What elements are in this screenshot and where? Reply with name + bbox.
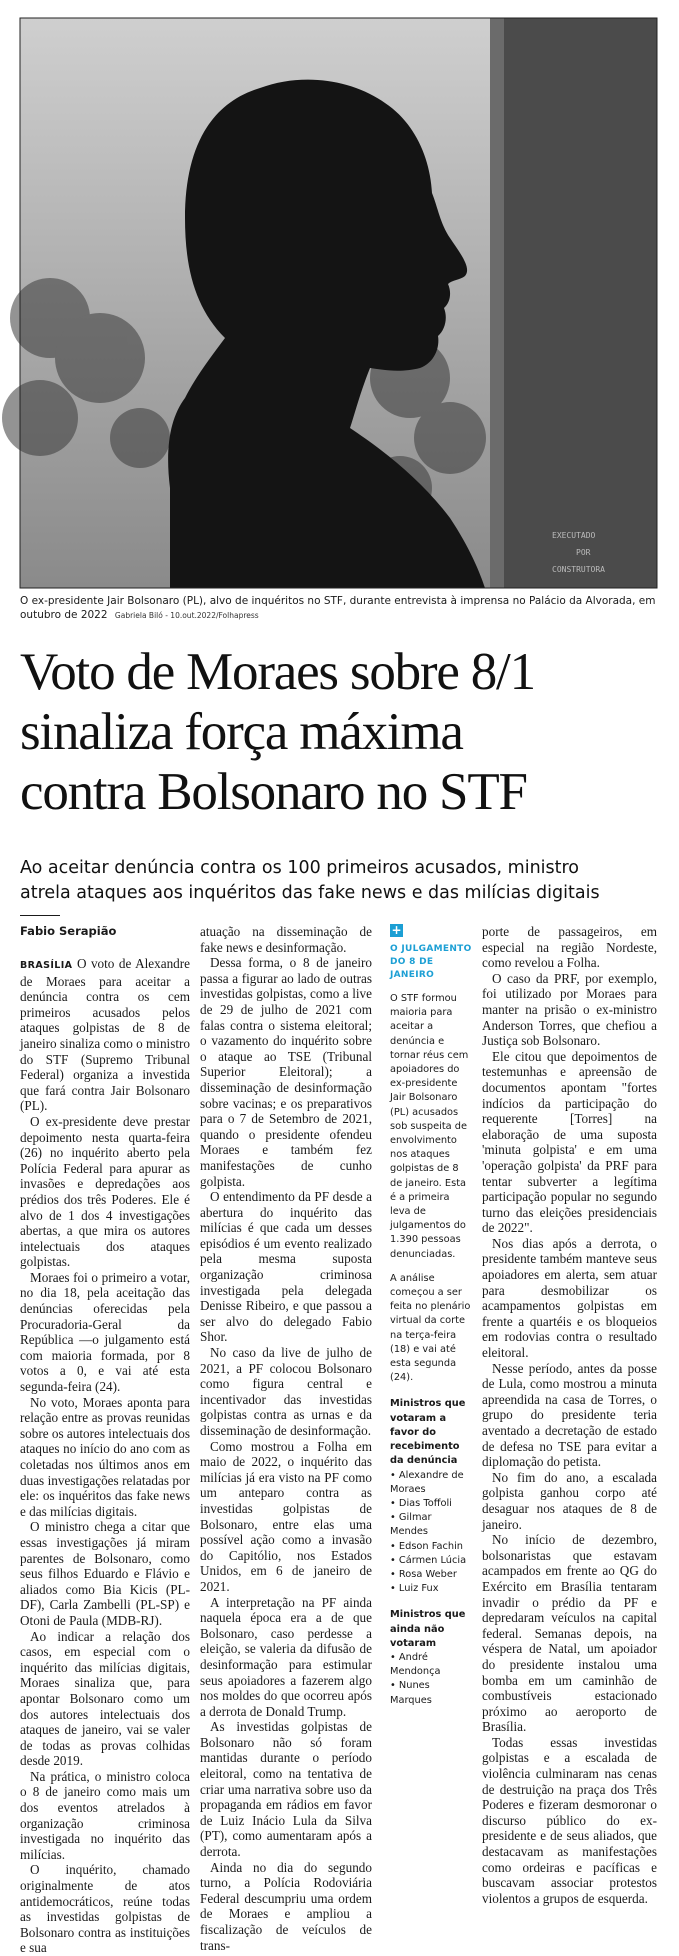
paragraph: Nos dias após a derrota, o presidente também manteve seus apoiadores em alerta, sem atuar para desmobilizar os acampamentos golpistas em frente a quartéis e os bloqueios em rodovias contra o resultado eleitoral. xyxy=(482,1235,657,1361)
list-item: • Nunes Marques xyxy=(390,1679,472,1707)
paragraph: Ao indicar a relação dos casos, em especial com o inquérito das milícias digitais, Moraes sinaliza que, para apontar Bolsonaro como um dos autores intelectuais dos ataques de janeiro, vai se valer de todas as provas colhidas desde 2019. xyxy=(20,1628,190,1769)
list-item: • Luiz Fux xyxy=(390,1582,472,1596)
subheadline-line-2: atrela ataques aos inquéritos das fake news e das milícias digitais xyxy=(20,883,600,903)
sidebar-paragraph-2: A análise começou a ser feita no plenário virtual da corte na terça-feira (18) e vai até esta segunda (24). xyxy=(390,1272,471,1384)
subheadline xyxy=(20,856,660,906)
article-column-1 xyxy=(20,956,191,1956)
article-column-3 xyxy=(482,924,657,1906)
sign-line-1: EXECUTADO xyxy=(552,531,596,540)
paragraph: No início de dezembro, bolsonaristas que estavam acampados em frente ao QG do Exército em Brasília tentaram invadir o prédio da PF e depredaram veículos na capital federal. Semanas depois, na véspera de Natal, um apoiador do presidente instalou uma bomba em um caminhão de combustíveis estacionado próximo ao aeroporto de Brasília. xyxy=(482,1532,657,1735)
pending-heading: Ministros que ainda não votaram xyxy=(390,1609,466,1649)
paragraph: No caso da live de julho de 2021, a PF colocou Bolsonaro como figura central e incentivador das investidas golpistas contra as urnas e da disseminação de desinformação. xyxy=(200,1345,372,1438)
pending-list xyxy=(390,1651,472,1708)
paragraph: porte de passageiros, em especial na região Nordeste, como revelou a Folha. xyxy=(482,924,657,971)
paragraph: BRASÍLIA O voto de Alexandre de Moraes para aceitar a denúncia contra os cem primeiros acusados pelos ataques golpistas de 8 de janeiro sinaliza como o ministro do STF (Supremo Tribunal Federal) organiza a investida que fará contra Jair Bolsonaro (PL). xyxy=(20,956,191,1114)
voted-list xyxy=(390,1469,472,1597)
paragraph: O entendimento da PF desde a abertura do inquérito das milícias é que cada um desses episódios é um evento realizado pela mesma suposta organização criminosa investigada pela delegada Denisse Ribeiro, e que passou a ser alvo do delegado Fabio Shor. xyxy=(200,1189,372,1345)
article-column-2 xyxy=(200,924,372,1953)
headline xyxy=(20,642,660,822)
plus-icon: + xyxy=(391,923,402,937)
byline-rule xyxy=(20,915,60,916)
headline-line-1: Voto de Moraes sobre 8/1 xyxy=(20,643,535,701)
caption-text: O ex-presidente Jair Bolsonaro (PL), alvo de inquéritos no STF, durante entrevista à imprensa no Palácio da Alvorada, em outubro de 2022 xyxy=(20,595,656,621)
paragraph: As investidas golpistas de Bolsonaro não só foram mantidas durante o período eleitoral, como na tentativa de criar uma narrativa sobre uso da propaganda em rádios em favor de Luiz Inácio Lula da Silva (PT), como aumentaram após a derrota. xyxy=(200,1719,372,1860)
list-item: • Cármen Lúcia xyxy=(390,1554,472,1568)
paragraph: Todas essas investidas golpistas e a escalada de violência culminaram nas cenas de destruição na praça dos Três Poderes e fizeram desmoronar o discurso público do ex-presidente e de seus aliados, que destacavam as manifestações como ordeiras e pacíficas e buscavam associar protestos violentos a grupos de esquerda. xyxy=(482,1734,657,1906)
byline: Fabio Serapião xyxy=(20,924,117,938)
sidebar-paragraph-1: O STF formou maioria para aceitar a denúncia e tornar réus cem apoiadores do ex-presidente Jair Bolsonaro (PL) acusados sob suspeita de envolvimento nos ataques golpistas de 8 de janeiro. Esta é a primeira leva de julgamentos do 1.390 pessoas denunciadas. xyxy=(390,993,469,1260)
list-item: • Edson Fachin xyxy=(390,1540,472,1554)
paragraph: atuação na disseminação de fake news e desinformação. xyxy=(200,924,372,955)
subheadline-line-1: Ao aceitar denúncia contra os 100 primeiros acusados, ministro xyxy=(20,858,580,878)
paragraph: No fim do ano, a escalada golpista ganhou corpo até desaguar nos ataques de 8 de janeiro. xyxy=(482,1469,657,1532)
paragraph: Ainda no dia do segundo turno, a Polícia Rodoviária Federal descumpriu uma ordem de Moraes e ampliou a fiscalização de veículos de trans- xyxy=(200,1859,372,1953)
list-item: • Dias Toffoli xyxy=(390,1497,472,1511)
paragraph: O ex-presidente deve prestar depoimento nesta quarta-feira (26) no inquérito aberto pela Polícia Federal para apurar as invasões e depredações aos prédios dos três Poderes. Ele é alvo de 1 dos 4 investigações abertas, a que mira os autores intelectuais dos ataques golpistas. xyxy=(20,1113,190,1270)
list-item: • Gilmar Mendes xyxy=(390,1511,472,1539)
paragraph: No voto, Moraes aponta para relação entre as provas reunidas sobre os autores intelectuais dos ataques no início do ano com as coletadas nos últimos anos em duas investigações relatadas por ele: os inquéritos das fake news e das milícias digitais. xyxy=(20,1394,190,1519)
sign-line-2: POR xyxy=(576,548,591,557)
list-item: • Alexandre de Moraes xyxy=(390,1469,472,1497)
sidebar-heading: O JULGAMENTO DO 8 DE JANEIRO xyxy=(390,944,472,980)
paragraph: Ele citou que depoimentos de testemunhas e apreensão de documentos apontam "fortes indícios da participação do requerente [Torres] na elaboração de uma suposta 'minuta golpista' e em uma 'operação golpista' da PRF para tentar subverter a legítima participação popular no segundo turno das eleições presidenciais de 2022". xyxy=(482,1048,657,1236)
paragraph: Nesse período, antes da posse de Lula, como mostrou a minuta apreendida na casa de Torres, o grupo do presidente teria aventado a decretação de estado de defesa no TSE para evitar a diplomação do petista. xyxy=(482,1360,657,1470)
headline-line-2: sinaliza força máxima xyxy=(20,703,463,761)
photo-caption xyxy=(20,594,657,623)
list-item: • André Mendonça xyxy=(390,1651,472,1679)
headline-line-3: contra Bolsonaro no STF xyxy=(20,763,527,821)
list-item: • Rosa Weber xyxy=(390,1568,472,1582)
paragraph: Dessa forma, o 8 de janeiro passa a figurar ao lado de outras investidas golpistas, como a live de 29 de julho de 2021 com falas contra o sistema eleitoral; o vazamento do inquérito sobre o ataque ao TSE (Tribunal Superior Eleitoral); a disseminação de desinformação sobre vacinas; e os preparativos para o 7 de Setembro de 2021, quando o presidente ofendeu Moraes e também fez manifestações de cunho golpista. xyxy=(200,955,372,1189)
paragraph: A interpretação na PF ainda naquela época era a de que Bolsonaro, caso perdesse a eleição, se valeria da difusão de desinformação para estimular seus apoiadores a fazerem algo nos moldes do que ocorreu após a derrota de Donald Trump. xyxy=(200,1594,372,1719)
paragraph: Moraes foi o primeiro a votar, no dia 18, pela aceitação das denúncias oferecidas pela Procuradoria-Geral da República —o julgamento está com maioria formada, por 8 votos a 0, e vai até esta segunda-feira (24). xyxy=(20,1269,190,1395)
sidebar-box xyxy=(390,924,472,1849)
dateline: BRASÍLIA xyxy=(20,960,73,971)
photo-credit: Gabriela Biló - 10.out.2022/Folhapress xyxy=(114,611,259,620)
photo-bolsonaro-silhouette xyxy=(20,18,657,588)
paragraph: O inquérito, chamado originalmente de atos antidemocráticos, reúne todas as investidas golpistas de Bolsonaro contra as instituições e sua xyxy=(20,1862,190,1956)
paragraph: O caso da PRF, por exemplo, foi utilizado por Moraes para manter na prisão o ex-ministro Anderson Torres, que chefiou a Justiça sob Bolsonaro. xyxy=(482,970,657,1049)
paragraph: Na prática, o ministro coloca o 8 de janeiro como mais um dos eventos atrelados à organização criminosa investigada no inquérito das milícias. xyxy=(20,1768,190,1862)
voted-heading: Ministros que votaram a favor do recebimento da denúncia xyxy=(390,1398,466,1467)
paragraph: Como mostrou a Folha em maio de 2022, o inquérito das milícias já era visto na PF como um anteparo contra as investidas golpistas de Bolsonaro, entre elas uma possível ação como a invasão do Capitólio, nos Estados Unidos, em 6 de janeiro de 2021. xyxy=(200,1438,372,1594)
paragraph: O ministro chega a citar que essas investigações já miram parentes de Bolsonaro, como seus filhos Eduardo e Flávio e aliados como Bia Kicis (PL-DF), Carla Zambelli (PL-SP) e Otoni de Paula (MDB-RJ). xyxy=(20,1519,190,1628)
sign-line-3: CONSTRUTORA xyxy=(552,565,605,574)
